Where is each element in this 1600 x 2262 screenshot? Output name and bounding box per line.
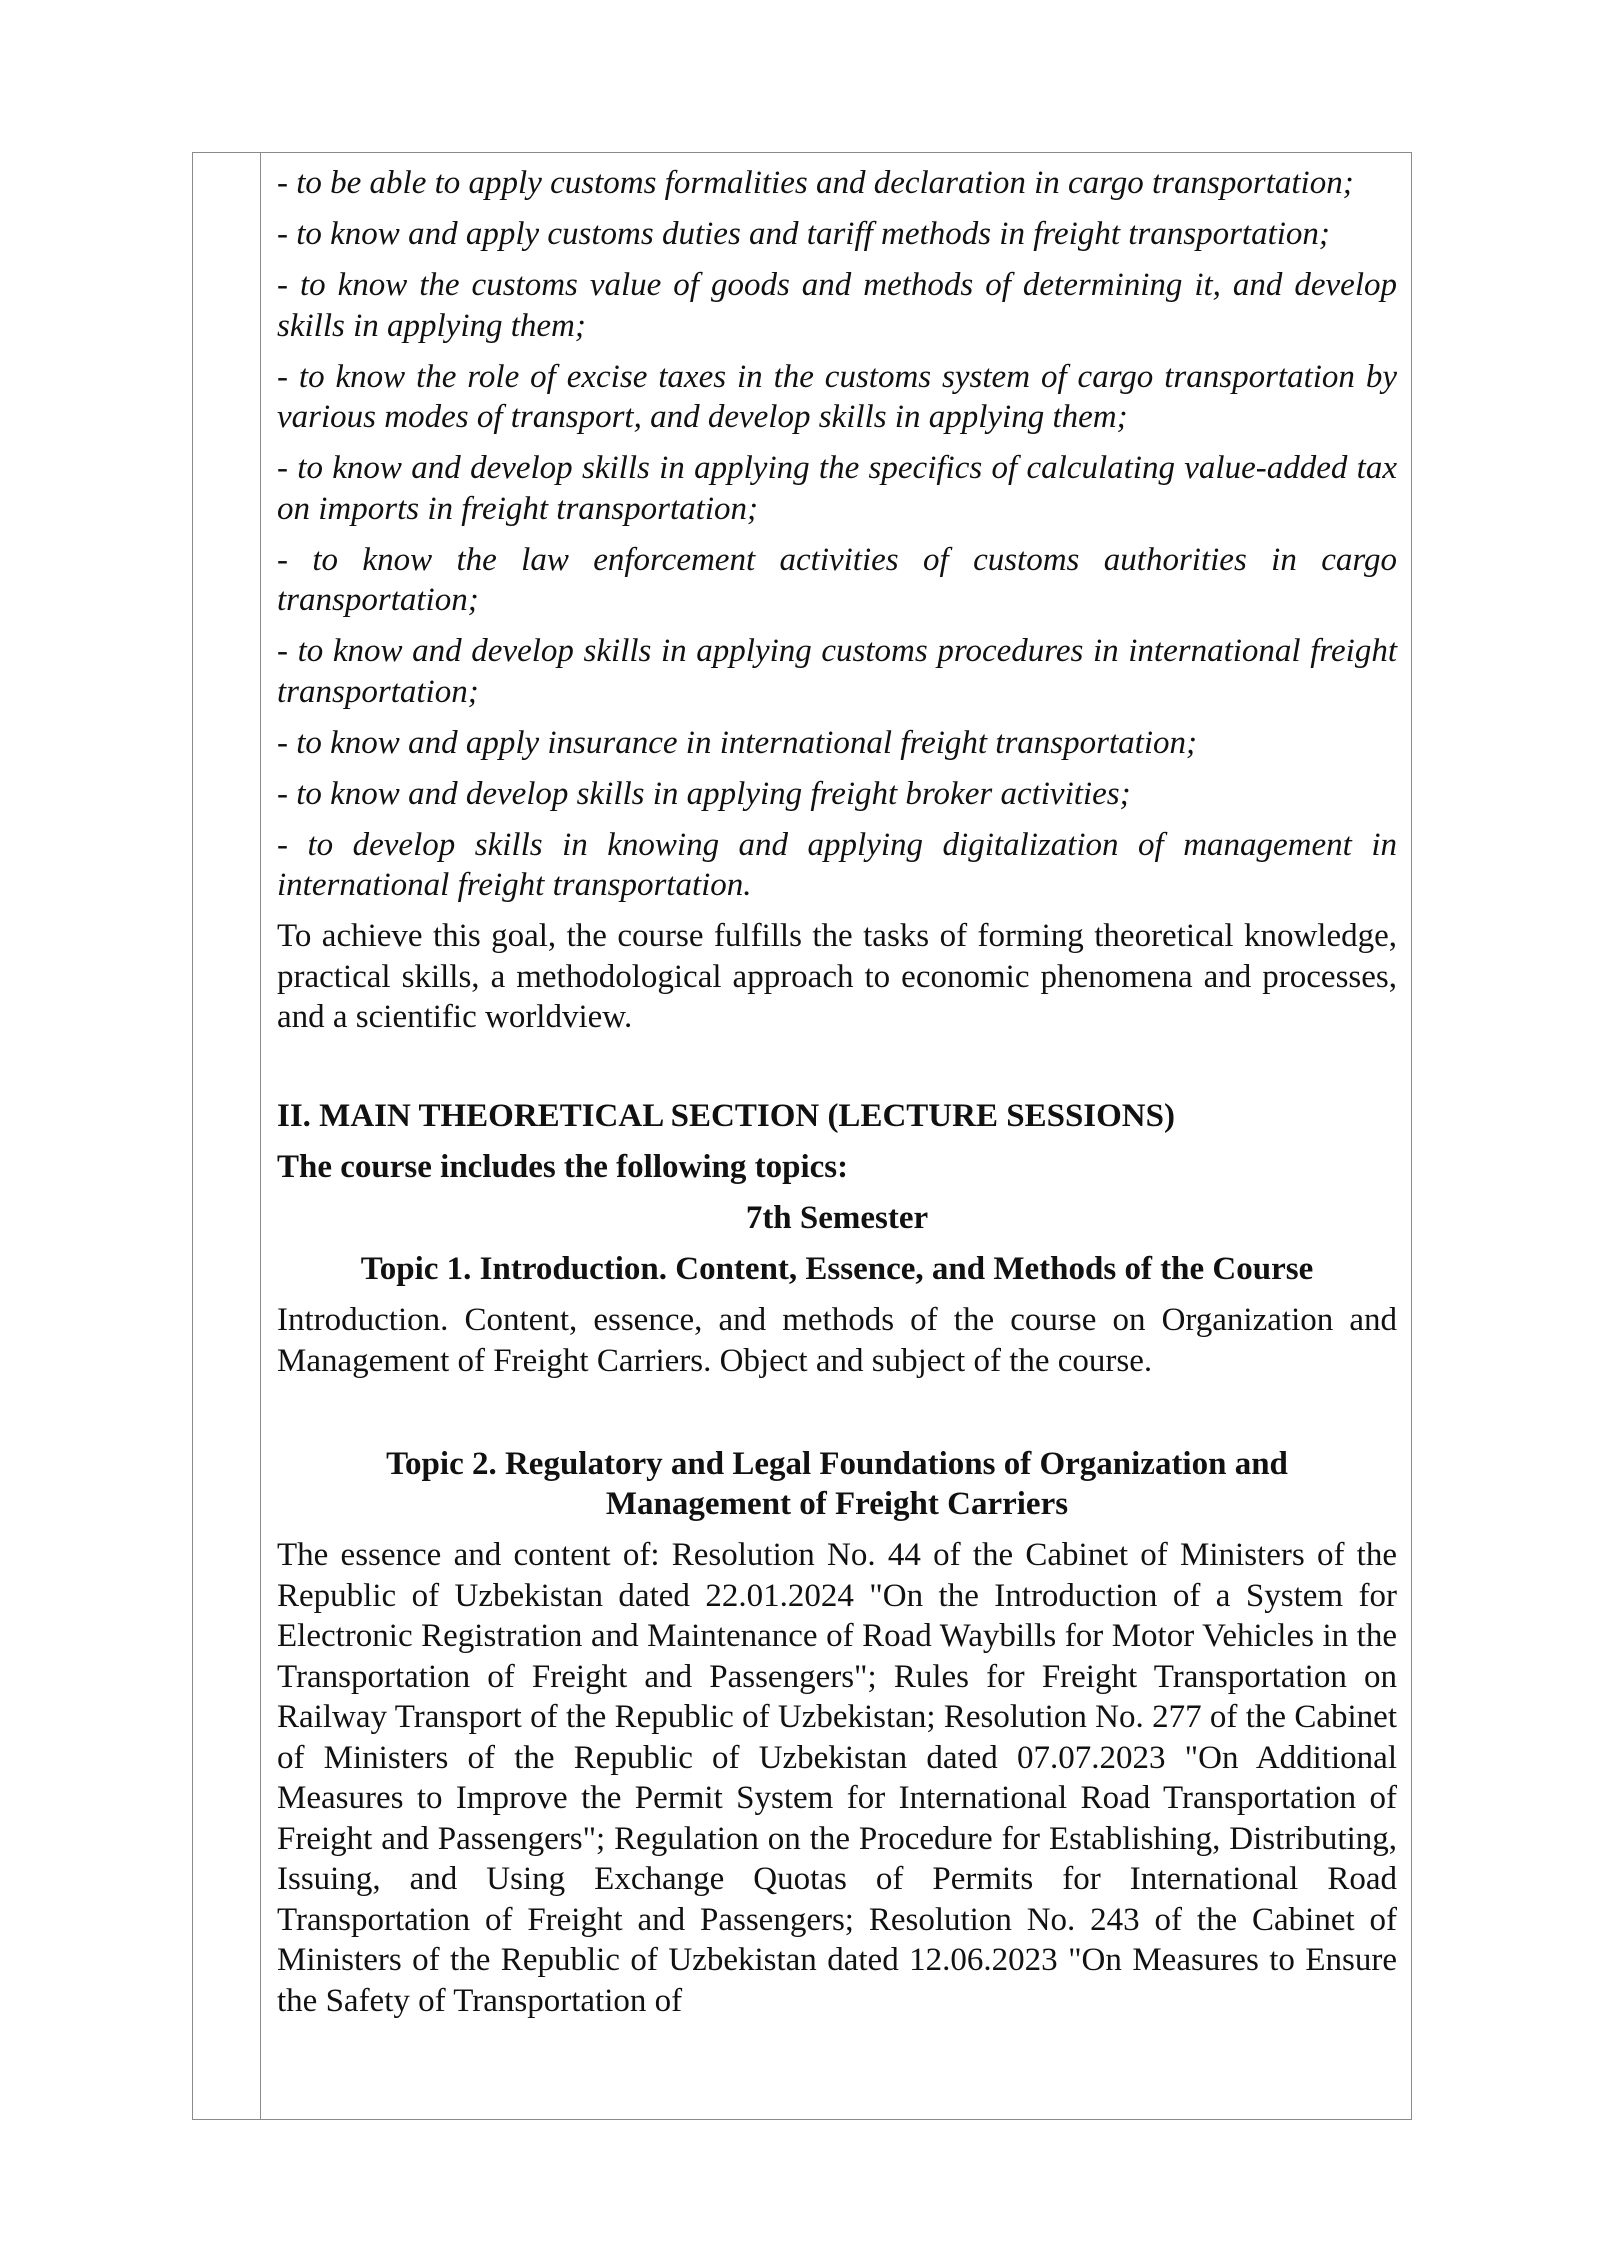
goal-paragraph: To achieve this goal, the course fulfills the tasks of forming theoretical knowledge, practical skills, a methodological approach to economic phenomena and processes, and a scientific worldview.: [277, 918, 1397, 1035]
spacer: [277, 1048, 1397, 1096]
topics-intro: The course includes the following topics:: [277, 1149, 849, 1185]
objective-item: - to develop skills in knowing and applying digitalization of management in international freight transportation.: [277, 826, 1397, 903]
objective-item: - to know the law enforcement activities of customs authorities in cargo transportation;: [277, 541, 1397, 618]
objective-item: - to know the customs value of goods and methods of determining it, and develop skills in applying them;: [277, 267, 1397, 344]
topic-2-title-line-2: Management of Freight Carriers: [605, 1486, 1069, 1522]
section-heading: II. MAIN THEORETICAL SECTION (LECTURE SESSIONS): [277, 1098, 1175, 1134]
document-table: [192, 152, 1412, 2120]
objective-item: - to know and develop skills in applying customs procedures in international freight transportation;: [277, 633, 1397, 710]
topic-1-title: Topic 1. Introduction. Content, Essence, and Methods of the Course: [360, 1251, 1314, 1287]
topic-2-title: [277, 1444, 1397, 1525]
topic-2-title-line-1: Topic 2. Regulatory and Legal Foundations of Organization and: [386, 1445, 1288, 1482]
table-content-cell: [277, 163, 1397, 2032]
objective-item: - to know the role of excise taxes in the customs system of cargo transportation by various modes of transport, and develop skills in applying them;: [277, 358, 1397, 435]
objective-item: - to know and develop skills in applying the specifics of calculating value-added tax on imports in freight transportation;: [277, 450, 1397, 527]
semester-heading: 7th Semester: [745, 1200, 929, 1236]
spacer: [277, 1392, 1397, 1444]
objective-item: - to be able to apply customs formalities and declaration in cargo transportation;: [277, 165, 1354, 201]
objectives-list: [277, 163, 1397, 906]
topic-1-body: Introduction. Content, essence, and methods of the course on Organization and Management of Freight Carriers. Object and subject of the course.: [277, 1302, 1397, 1379]
objective-item: - to know and develop skills in applying freight broker activities;: [277, 775, 1131, 812]
topic-2-body: The essence and content of: Resolution No. 44 of the Cabinet of Ministers of the Republic of Uzbekistan dated 22.01.2024 "On the Introduction of a System for Electronic Registration and Maintenance of Road Waybills for Motor Vehicles in the Transportation of Freight and Passengers"; Rules for Freight Transportation on Railway Transport of the Republic of Uzbekistan; Resolution No. 277 of the Cabinet of Ministers of the Republic of Uzbekistan dated 07.07.2023 "On Additional Measures to Improve the Permit System for International Road Transportation of Freight and Passengers"; Regulation on the Procedure for Establishing, Distributing, Issuing, and Using Exchange Quotas of Permits for International Road Transportation of Freight and Passengers; Resolution No. 243 of the Cabinet of Ministers of the Republic of Uzbekistan dated 12.06.2023 "On Measures to Ensure the Safety of Transportation of: [277, 1537, 1397, 2019]
objective-item: - to know and apply customs duties and tariff methods in freight transportation;: [277, 216, 1330, 252]
table-left-column: [193, 153, 261, 2119]
objective-item: - to know and apply insurance in international freight transportation;: [277, 724, 1197, 761]
